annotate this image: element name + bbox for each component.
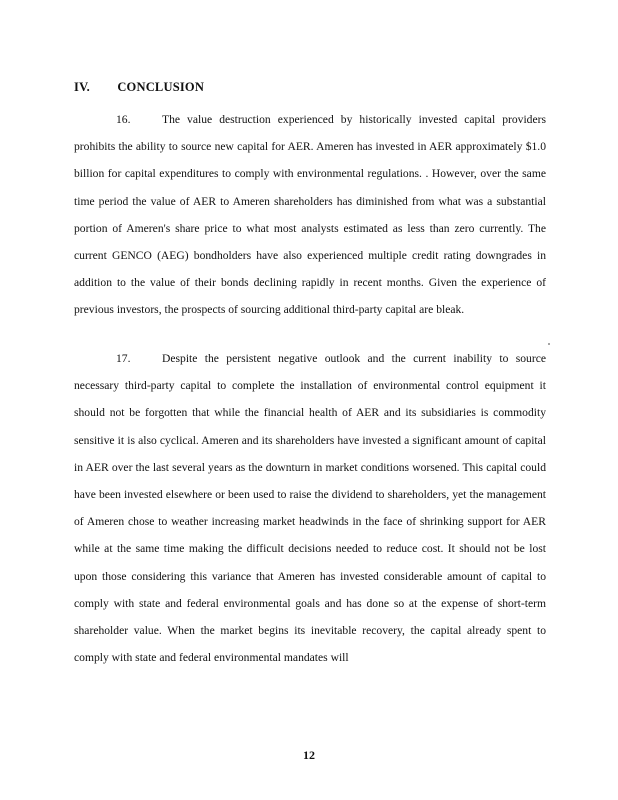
section-number: IV. (74, 80, 91, 94)
paragraph-text: Despite the persistent negative outlook and the current inability to source necessary third-party capital to complete the installation of environmental control equipment it should not be forgotten that while the financial health of AER and its subsidiaries is commodity sensitive it is also cyclical. Ameren and its shareholders have invested a significant amount of capital in AER over the last several years as the downturn in market conditions worsened. This capital could have been invested elsewhere or been used to raise the dividend to shareholders, yet the management of Ameren chose to weather increasing market headwinds in the face of shrinking support for AER while at the same time making the difficult decisions needed to reduce cost. It should not be lost upon those considering this variance that Ameren has invested considerable amount of capital to comply with state and federal environmental goals and has done so at the expense of short-term shareholder value. When the market begins its inevitable recovery, the capital already spent to comply with state and federal environmental mandates will (74, 352, 546, 665)
paragraph-number: 16. (116, 113, 131, 126)
paragraph-17 (74, 345, 546, 671)
section-heading (74, 80, 204, 95)
stray-mark (548, 343, 550, 345)
page-number: 12 (303, 748, 315, 762)
paragraph-number: 17. (116, 352, 131, 365)
section-title: CONCLUSION (117, 80, 205, 94)
paragraph-text: The value destruction experienced by historically invested capital providers prohibits the ability to source new capital for AER. Ameren has invested in AER approximately $1.0 billion for capital expenditures to comply with environmental regulations. . However, over the same time period the value of AER to Ameren shareholders has diminished from what was a substantial portion of Ameren's share price to what most analysts estimated as less than zero currently. The current GENCO (AEG) bondholders have also experienced multiple credit rating downgrades in addition to the value of their bonds declining rapidly in recent months. Given the experience of previous investors, the prospects of sourcing additional third-party capital are bleak. (74, 113, 546, 317)
paragraph-16 (74, 106, 546, 324)
